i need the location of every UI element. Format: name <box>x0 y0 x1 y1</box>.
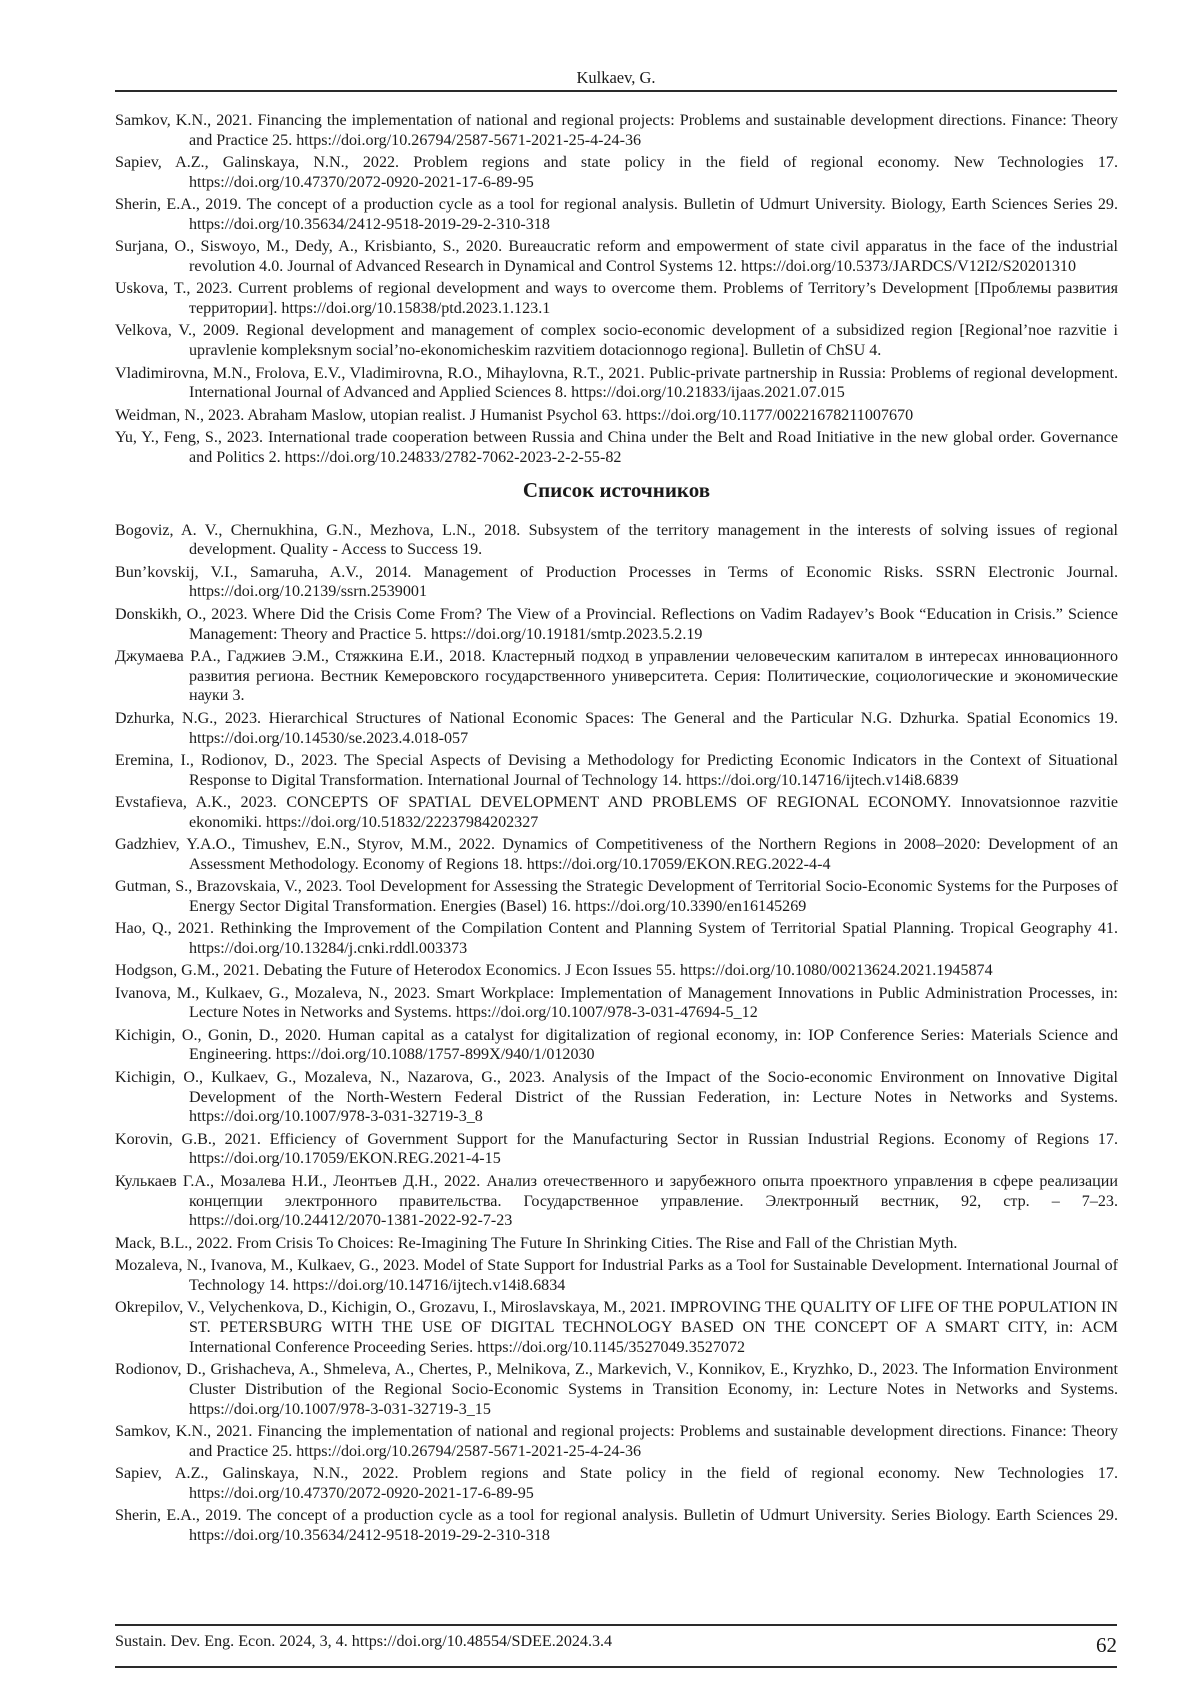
reference-entry: Yu, Y., Feng, S., 2023. International trade cooperation between Russia and China under the Belt and Road Initiative in the new global order. Governance and Politics 2. https://doi.org/10.24833/2782-7062-2023-2-2-55-82 <box>115 428 1118 466</box>
reference-entry: Rodionov, D., Grishacheva, A., Shmeleva, A., Chertes, P., Melnikova, Z., Markevich, V., Konnikov, E., Kryzhko, D., 2023. The Information Environment Cluster Distribution of the Regional Socio-Economic Systems in Transition Economy, in: Lecture Notes in Networks and Systems. https://doi.org/10.1007/978-3-031-32719-3_15 <box>115 1360 1118 1418</box>
reference-entry: Sherin, E.A., 2019. The concept of a production cycle as a tool for regional analysis. Bulletin of Udmurt University. Series Biology. Earth Sciences 29. https://doi.org/10.35634/2412-9518-2019-29-2-310-318 <box>115 1507 1118 1544</box>
reference-entry: Evstafieva, A.K., 2023. CONCEPTS OF SPATIAL DEVELOPMENT AND PROBLEMS OF REGIONAL ECONOMY. Innovatsionnoe razvitie ekonomiki. https://doi.org/10.51832/22237984202327 <box>115 793 1118 831</box>
reference-entry: Mack, B.L., 2022. From Crisis To Choices: Re-Imagining The Future In Shrinking Cities. The Rise and Fall of the Christian Myth. <box>115 1234 958 1252</box>
reference-list-top <box>115 111 1118 468</box>
page-number: 62 <box>1096 1633 1117 1657</box>
reference-entry: Sapiev, A.Z., Galinskaya, N.N., 2022. Problem regions and state policy in the field of regional economy. New Technologies 17. https://doi.org/10.47370/2072-0920-2021-17-6-89-95 <box>115 154 1118 191</box>
reference-entry: Gutman, S., Brazovskaia, V., 2023. Tool Development for Assessing the Strategic Development of Territorial Socio-Economic Systems for the Purposes of Energy Sector Digital Transformation. Energies (Basel) 16. https://doi.org/10.3390/en16145269 <box>115 878 1118 915</box>
reference-entry: Hodgson, G.M., 2021. Debating the Future of Heterodox Economics. J Econ Issues 55. https://doi.org/10.1080/00213624.2021.1945874 <box>115 962 993 980</box>
reference-entry: Velkova, V., 2009. Regional development and management of complex socio-economic development of a subsidized region [Regional’noe razvitie i upravlenie kompleksnym social’no-ekonomicheskim razvitiem dotacionnogo regiona]. Bulletin of ChSU 4. <box>115 322 1118 360</box>
reference-entry: Kichigin, O., Kulkaev, G., Mozaleva, N., Nazarova, G., 2023. Analysis of the Impact of the Socio-economic Environment on Innovative Digital Development of the North-Western Federal District of the Russian Federation, in: Lecture Notes in Networks and Systems. https://doi.org/10.1007/978-3-031-32719-3_8 <box>115 1068 1118 1126</box>
reference-entry: Uskova, T., 2023. Current problems of regional development and ways to overcome them. Problems of Territory’s Development [Проблемы развития территории]. https://doi.org/10.15838/ptd.2023.1.123.1 <box>115 280 1118 318</box>
reference-entry: Hao, Q., 2021. Rethinking the Improvement of the Compilation Content and Planning System of Territorial Spatial Planning. Tropical Geography 41. https://doi.org/10.13284/j.cnki.rddl.003373 <box>115 920 1118 957</box>
reference-entry: Ivanova, M., Kulkaev, G., Mozaleva, N., 2023. Smart Workplace: Implementation of Management Innovations in Public Administration Processes, in: Lecture Notes in Networks and Systems. https://doi.org/10.1007/978-3-031-47694-5_12 <box>115 984 1118 1022</box>
reference-entry: Surjana, O., Siswoyo, M., Dedy, A., Krisbianto, S., 2020. Bureaucratic reform and empowerment of state civil apparatus in the face of the industrial revolution 4.0. Journal of Advanced Research in Dynamical and Control Systems 12. https://doi.org/10.5373/JARDCS/V12I2/S20201310 <box>115 238 1118 276</box>
reference-entry: Donskikh, O., 2023. Where Did the Crisis Come From? The View of a Provincial. Reflections on Vadim Radayev’s Book “Education in Crisis.” Science Management: Theory and Practice 5. https://doi.org/10.19181/smtp.2023.5.2.19 <box>115 605 1118 643</box>
reference-content <box>115 111 1118 1548</box>
reference-entry: Korovin, G.B., 2021. Efficiency of Government Support for the Manufacturing Sector in Russian Industrial Regions. Economy of Regions 17. https://doi.org/10.17059/EKON.REG.2021-4-15 <box>115 1130 1118 1168</box>
running-header-author: Kulkaev, G. <box>576 68 656 87</box>
footer-rule-top <box>115 1624 1117 1626</box>
reference-entry: Gadzhiev, Y.A.O., Timushev, E.N., Styrov, M.M., 2022. Dynamics of Competitiveness of the Northern Regions in 2008–2020: Development of an Assessment Methodology. Economy of Regions 18. https://doi.org/10.17059/EKON.REG.2022-4-4 <box>115 836 1118 873</box>
reference-entry: Okrepilov, V., Velychenkova, D., Kichigin, O., Grozavu, I., Miroslavskaya, M., 2021. IMPROVING THE QUALITY OF LIFE OF THE POPULATION IN ST. PETERSBURG WITH THE USE OF DIGITAL TECHNOLOGY BASED ON THE CONCEPT OF A SMART CITY, in: ACM International Conference Proceeding Series. https://doi.org/10.1145/3527049.3527072 <box>115 1299 1118 1356</box>
reference-entry: Bogoviz, A. V., Chernukhina, G.N., Mezhova, L.N., 2018. Subsystem of the territory management in the interests of solving issues of regional development. Quality - Access to Success 19. <box>115 521 1118 559</box>
header-rule <box>115 90 1117 92</box>
reference-entry: Mozaleva, N., Ivanova, M., Kulkaev, G., 2023. Model of State Support for Industrial Parks as a Tool for Sustainable Development. International Journal of Technology 14. https://doi.org/10.14716/ijtech.v14i8.6834 <box>115 1256 1118 1294</box>
footer-citation: Sustain. Dev. Eng. Econ. 2024, 3, 4. https://doi.org/10.48554/SDEE.2024.3.4 <box>115 1633 613 1650</box>
reference-entry: Kichigin, O., Gonin, D., 2020. Human capital as a catalyst for digitalization of regional economy, in: IOP Conference Series: Materials Science and Engineering. https://doi.org/10.1088/1757-899X/940/1/012030 <box>115 1026 1118 1064</box>
reference-entry: Samkov, K.N., 2021. Financing the implementation of national and regional projects: Problems and sustainable development directions. Finance: Theory and Practice 25. https://doi.org/10.26794/2587-5671-2021-25-4-24-36 <box>115 1422 1118 1460</box>
reference-entry: Sapiev, A.Z., Galinskaya, N.N., 2022. Problem regions and State policy in the field of regional economy. New Technologies 17. https://doi.org/10.47370/2072-0920-2021-17-6-89-95 <box>115 1464 1118 1502</box>
reference-entry: Bun’kovskij, V.I., Samaruha, A.V., 2014. Management of Production Processes in Terms of Economic Risks. SSRN Electronic Journal. https://doi.org/10.2139/ssrn.2539001 <box>115 563 1118 601</box>
reference-entry: Sherin, E.A., 2019. The concept of a production cycle as a tool for regional analysis. Bulletin of Udmurt University. Biology, Earth Sciences Series 29. https://doi.org/10.35634/2412-9518-2019-29-2-310-318 <box>115 196 1118 233</box>
reference-entry: Weidman, N., 2023. Abraham Maslow, utopian realist. J Humanist Psychol 63. https://doi.org/10.1177/00221678211007670 <box>115 406 914 424</box>
reference-entry: Vladimirovna, M.N., Frolova, E.V., Vladimirovna, R.O., Mihaylovna, R.T., 2021. Public-private partnership in Russia: Problems of regional development. International Journal of Advanced and Applied Sciences 8. https://doi.org/10.21833/ijaas.2021.07.015 <box>115 364 1118 402</box>
reference-entry: Dzhurka, N.G., 2023. Hierarchical Structures of National Economic Spaces: The General and the Particular N.G. Dzhurka. Spatial Economics 19. https://doi.org/10.14530/se.2023.4.018-057 <box>115 709 1118 747</box>
reference-entry: Джумаева Р.А., Гаджиев Э.М., Стяжкина Е.И., 2018. Кластерный подход в управлении человеческим капиталом в интересах инновационного развития региона. Вестник Кемеровского государственного университета. Серия: Политические, социологические и экономические науки 3. <box>115 647 1118 705</box>
reference-list-bottom <box>115 521 1118 1546</box>
section-title: Список источников <box>522 477 711 502</box>
footer-rule-bottom <box>115 1666 1117 1668</box>
reference-entry: Samkov, K.N., 2021. Financing the implementation of national and regional projects: Problems and sustainable development directions. Finance: Theory and Practice 25. https://doi.org/10.26794/2587-5671-2021-25-4-24-36 <box>115 112 1118 149</box>
reference-entry: Кулькаев Г.А., Мозалева Н.И., Леонтьев Д.Н., 2022. Анализ отечественного и зарубежного опыта проектного управления в сфере реализации концепции электронного правительства. Государственное управление. Электронный вестник, 92, стр. – 7–23. https://doi.org/10.24412/2070-1381-2022-92-7-23 <box>115 1172 1118 1230</box>
reference-entry: Eremina, I., Rodionov, D., 2023. The Special Aspects of Devising a Methodology for Predicting Economic Indicators in the Context of Situational Response to Digital Transformation. International Journal of Technology 14. https://doi.org/10.14716/ijtech.v14i8.6839 <box>115 751 1118 789</box>
